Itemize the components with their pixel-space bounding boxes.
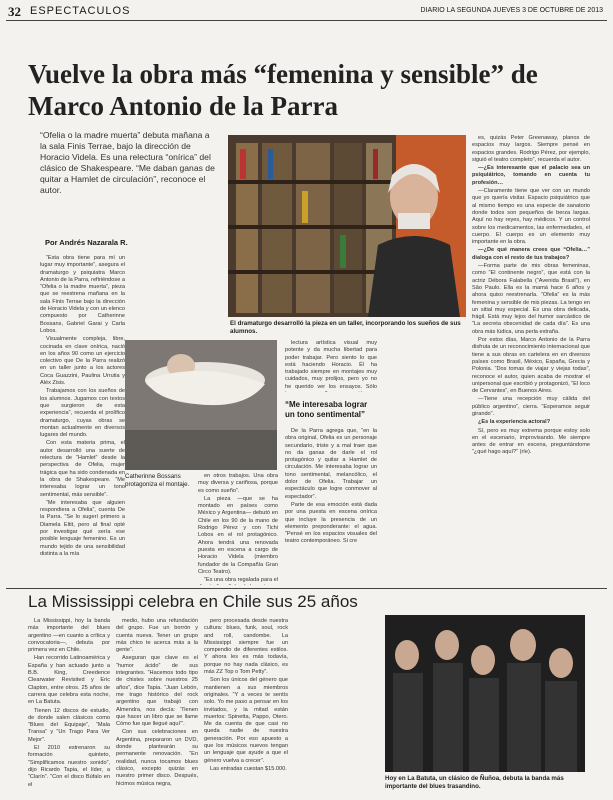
- author-photo-image: [228, 135, 466, 317]
- article2-column-3: pero procesada desde nuestra cultura: blues, funk, soul, rock and roll, candombe. La Mississippi siempre fue un compendio de diferentes estilos. Y ahora les es más todavía, porque no hay nada clásico, es más ZZ Top o Tom Petty”. Son los únicos del género que mantienen a sus miembros originales. “Y a veces te sentís solo. Yo me paso a pensar en los invitados, y la mitad están muertos: Spinetta, Pappo, Otero. Me da cuenta de que casi no queda nadie de nuestra generación. Por eso apuesto a que los músicos nuevos tengan un lenguaje que ayude a que el género vuelva a crecer”. Las entradas cuestan $15.000.: [204, 618, 288, 772]
- band-photo-image: [385, 615, 585, 772]
- article2-column-2: medio, hubo una refundación del grupo. Fue un borrón y cuenta nueva. Tener un grupo más chico te acerca más a la gente”. Aseguran que clave es el “humor ácido” de sus integrantes. “Hacemos todo tipo de chistes sobre nuestros 25 años”, dice Tapia. “Juan Lebón, me trago histórico del rock argentino que trabajó con Almendra, nos decía: ‘Tienen que hacer un libro que se llame Cómo fue que llegué aquí’”. Con sus celebraciones en Argentina, prepararon un DVD, donde plantearán su permanente renovación. “En realidad, nunca tocamos blues clásico, excepto quizás en nuestro primer disco. Después, hicimos música negra,: [116, 618, 198, 787]
- article1-column-4: es, quizás Peter Greenaway, planos de espacios muy largos. Siempre pensé en espacios grandes. Rodrigo Pérez, por ejemplo, siguió el teatro completo”, recuerda el autor. —¿Es interesante que el palacio sea un psiquiátrico, tomando en cuenta tu profesión… —Claramente tiene que ver con un mundo que yo quería visitar. Espacio psiquiátrico que al mismo tiempo es una especie de sanatorio donde todos son pequeños de berza largas. Aquí no hay reyes, hay médicos. Y un control sobre los medicamentos, las enfermedades, el cuerpo. El cuerpo es un elemento muy importante en la obra. —¿De qué manera crees que “Ofelia…” dialoga con el resto de tus trabajos? —Forma parte de mis obras femeninas, como “El continente negro”, que está con la actriz Débora Falabella (“Avenida Brasil”), en São Paulo. Ella es la mamá hace 6 años y ahora quiso reestrenarla. “Ofelia” es la más femenina y sensible de mis piezas. La tengo en un sitial muy especial. Es una obra delicada, frágil. Está muy lejos del humor sarcástico de “La secreta obscenidad de cada día”. Es una obra más lúdica, una perla extraña. Por estos días, Marco Antonio de la Parra disfruta de un reconocimiento internacional que tiene a sus obras en cartelera en en diversos países como Brasil, México, España, Grecia y Polonia. “Dos tomas de viajar y viejas todas”, reconoce el autor, quien acaba de mostrar el unipersonal que escribió y protagonizó, “El loco de Cervantes”, en Buenos Aires. —Tiene una recepción muy cálida del público argentino”, cierra. “Esperamos seguir girando”. ¿Es la experiencia actoral? Sí, pero es muy extrema porque estoy solo en el escenario, improvisando. Me siempre antes de entrar en escena, preguntándome “¿qué hago aquí?” (ríe).: [472, 135, 590, 456]
- author-photo-caption: El dramaturgo desarrolló la pieza en un taller, incorporando los sueños de sus alumnos.: [230, 320, 461, 335]
- article1-column-3-top: lectura artística visual muy potente y da mucha libertad para poder trabajar. Pero siento lo que está haciendo Horacio. Él ha trabajado siempre en montajes muy cuidados, muy prolijos, pero yo no he querido ver los ensayos. Sólo: [285, 340, 377, 390]
- actress-photo-image: [125, 340, 277, 470]
- article1-byline: Por Andrés Nazarala R.: [45, 238, 128, 247]
- article2-column-1: La Mississippi, hoy la banda más importante del blues argentino —en cuanto a crítica y convocatoria—, debuta por primera vez en Chile. Han recorrido Latinoamérica y España y han actuado junto a B.B. King, Creedence Clearwater Revisited y Eric Clapton, entre otros. 25 años de carrera que celebra esta noche, en La Batuta. Tienen 12 discos de estudio, de donde salen clásicos como “Blues del Equipaje”, “Mala Transa” y “Un Trago Para Ver Mejor”. El 2010 estrenaron su formación quinteto, “Simplificamos nuestro sonido”, dijo Ricardo Tapia, el líder, a “Clarín”. “Con el disco Búfalo en el: [28, 618, 110, 788]
- actress-photo: [125, 340, 277, 470]
- article2-headline: La Mississippi celebra en Chile sus 25 años: [28, 592, 358, 611]
- article1-column-3: De la Parra agrega que, “en la obra original, Ofelia es un personaje secundario, triste y a mal traer que no da ganas de darle el rol protagónico y quitar a Hamlet de circulación. Me interesaba lograr un tono sentimental, melancólico, el dolor de Ofelia. Trabajar un espectáculo que logre conmover al espectador”. Parte de esa emoción está dada por una puesta en escena onírica que incluye la presencia de un elemento preponderante: el agua. “Pensé en los espacios visuales del teatro contemporáneo. Si cre: [285, 428, 377, 545]
- section-divider: [6, 588, 607, 589]
- article1-deck: “Ofelia o la madre muerta” debuta mañana a la sala Finis Terrae, bajo la dirección de Horacio Videla. Es una relectura “onírica” del clásico de Shakespeare. “Me daban ganas de quitar a Hamlet de circulación”, reconoce el autor.: [40, 130, 215, 195]
- header-rule: [6, 20, 607, 21]
- article1-column-2: en otros trabajos. Una obra muy diversa y cariñosa, porque es como sueño”. La pieza —que se ha montado en países como México y Argentina— debutó en Chile en los 90 de la mano de Rodrigo Pérez y con Tichi Lobos en el rol protagónico. Ahora tendrá una renovada puesta en escena a cargo de Horacio Videla (miembro fundador de la Compañía Gran Circo Teatro). “Es una obra regalada para el: [198, 473, 278, 584]
- article1-column-1: “Esta obra tiene para mí un lugar muy importante”, asegura el dramaturgo y psiquiatra Marco Antonio de la Parra, refiriéndose a “Ofelia o la madre muerta”, pieza que se reestrena mañana en la sala Finis Terrae bajo la dirección de Horacio Videla y con un elenco compuesto por Catherinne Bossans, Gabriel Garai y Carla Lobos. Visualmente compleja, libre, cocinada en clave onírica, nació en los años 90 como un ejercicio colectivo que De la Parra realizó en un taller junto a los actores Coca Guazzini, Paulina Urrutia y Aléx Zisis. Trabajamos con los sueños de los alumnos. Jugamos con textos que surgieron de esta experiencia”, recuerda el prolífico dramaturgo, cuyas obras se montan actualmente en diversos lugares del mundo. Con esta materia prima, el autor desarrolló una suerte de relectura de “Hamlet” desde la perspectiva de Ofelia, mujer trágica que ha sido condenada en la obra de Shakespeare. “Me interesaba lograr un tono sentimental, más sensible”. “Me interesaba que alguien respondiera a Ofelia”, cuenta De la Parra. “Se lo sugerí primero a Diamela Eltit, pero al final opté por investigar qué sería ese posible lenguaje femenino. Es un mundo tejido de una sensibilidad distinta a la mía: [40, 255, 125, 557]
- page-number: 32: [8, 4, 21, 19]
- author-photo: [228, 135, 466, 317]
- section-name: ESPECTACULOS: [30, 5, 131, 17]
- date-line: DIARIO LA SEGUNDA JUEVES 3 DE OCTUBRE DE 2013: [420, 7, 603, 14]
- article1-headline: Vuelve la obra más “femenina y sensible” de Marco Antonio de la Parra: [28, 59, 538, 121]
- pull-quote: “Me interesaba lograr un tono sentimental”: [285, 400, 368, 419]
- band-photo-caption: Hoy en La Batuta, un clásico de Ñuñoa, debuta la banda más importante del blues trasandino.: [385, 775, 564, 790]
- band-photo: [385, 615, 585, 772]
- actress-photo-caption: Catherinne Bossans protagoniza el montaje.: [125, 473, 190, 488]
